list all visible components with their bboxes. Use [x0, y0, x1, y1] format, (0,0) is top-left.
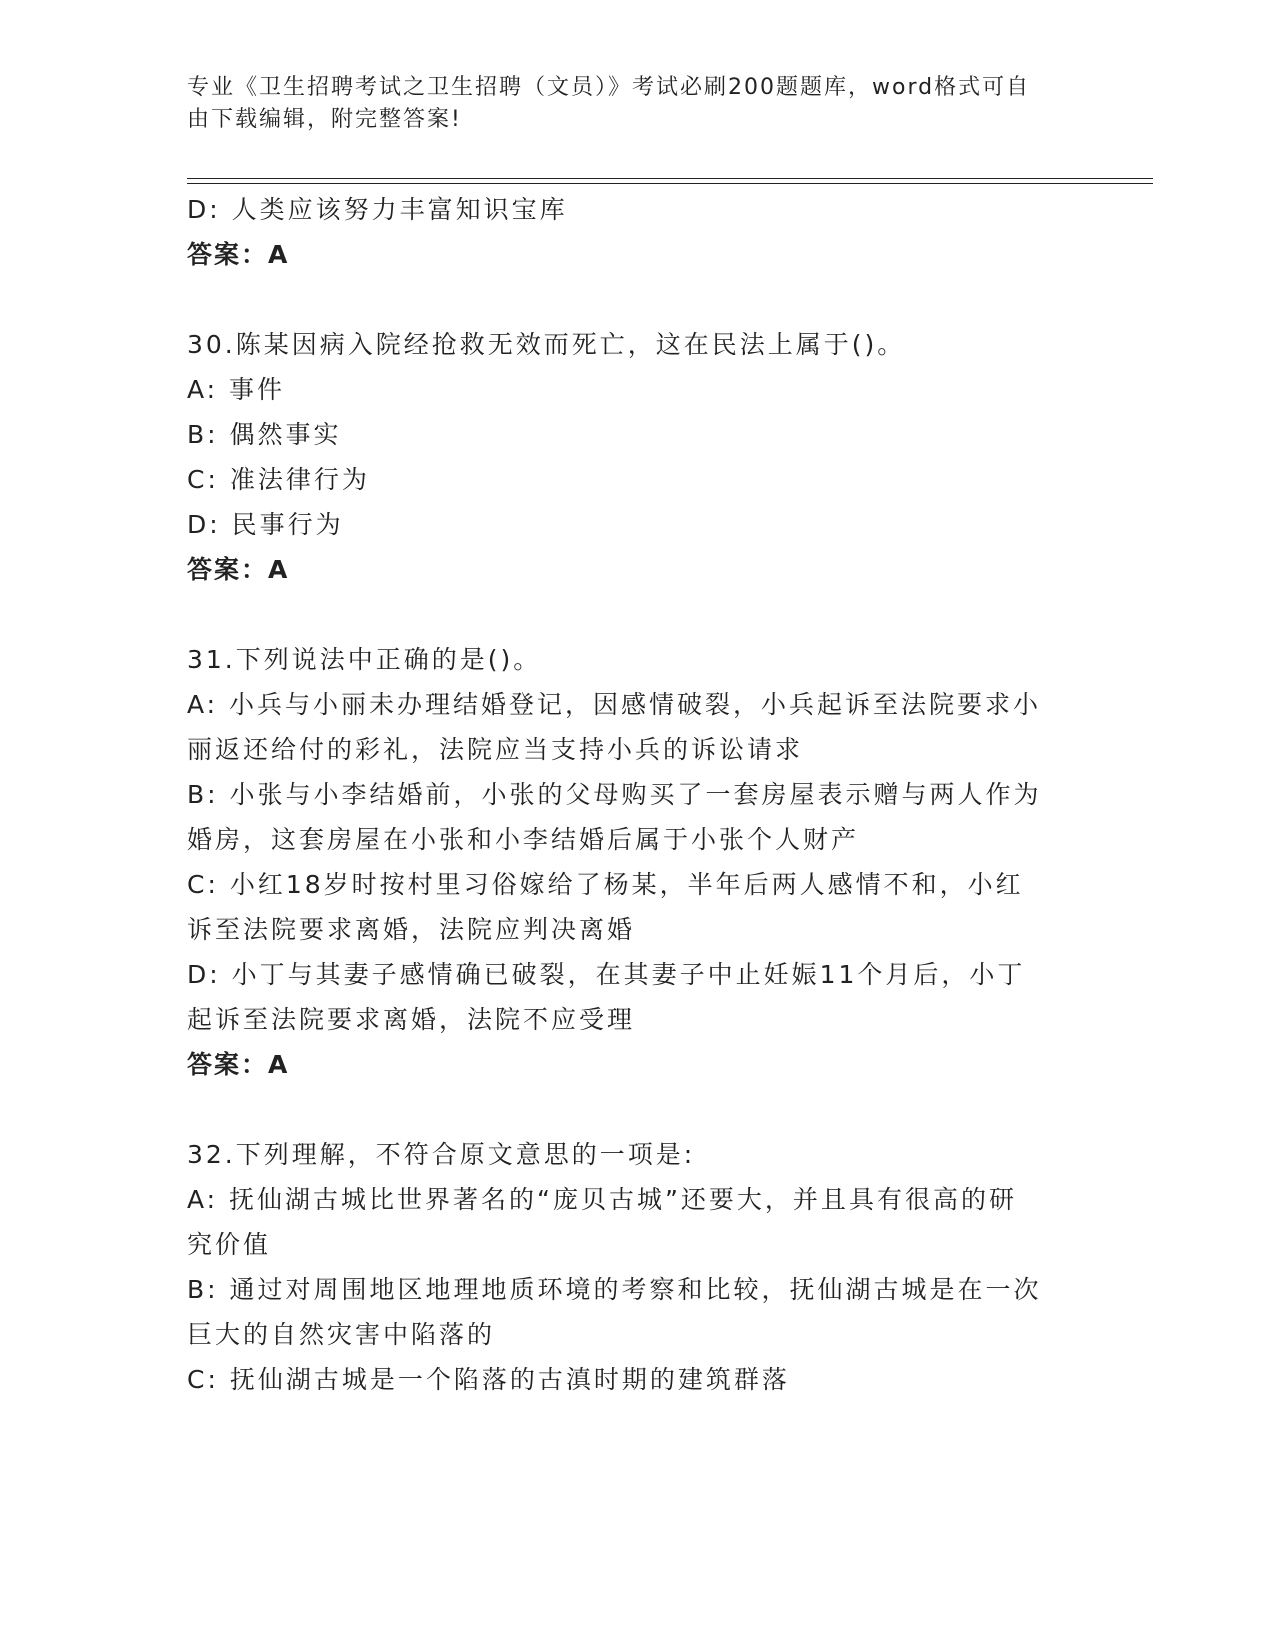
question-stem: 32.下列理解，不符合原文意思的一项是: [187, 1140, 696, 1169]
option-d: D: 民事行为 [187, 510, 344, 539]
header-line-2: 由下载编辑，附完整答案! [187, 107, 462, 132]
option-a: A: 事件 [187, 375, 286, 404]
header-divider-top [187, 178, 1153, 179]
option-a-line-2: 究价值 [187, 1230, 272, 1259]
header-line-1: 专业《卫生招聘考试之卫生招聘（文员）》考试必刷200题题库，word格式可自 [187, 75, 1031, 100]
option-d: D: 人类应该努力丰富知识宝库 [187, 195, 568, 224]
option-c: C: 准法律行为 [187, 465, 370, 494]
option-c: C: 抚仙湖古城是一个陷落的古滇时期的建筑群落 [187, 1365, 790, 1394]
question-list [187, 187, 1087, 1402]
question-stem: 30.陈某因病入院经抢救无效而死亡，这在民法上属于()。 [187, 330, 906, 359]
question-31 [187, 637, 1087, 1087]
option-a-line-1: A: 抚仙湖古城比世界著名的“庞贝古城”还要大，并且具有很高的研 [187, 1185, 1017, 1214]
option-a-line-2: 丽返还给付的彩礼，法院应当支持小兵的诉讼请求 [187, 735, 804, 764]
option-b: B: 偶然事实 [187, 420, 342, 449]
answer-label: 答案：A [187, 240, 290, 269]
option-a-line-1: A: 小兵与小丽未办理结婚登记，因感情破裂，小兵起诉至法院要求小 [187, 690, 1042, 719]
question-30 [187, 322, 1087, 592]
option-c-line-2: 诉至法院要求离婚，法院应判决离婚 [187, 915, 636, 944]
question-32 [187, 1132, 1087, 1402]
option-c-line-1: C: 小红18岁时按村里习俗嫁给了杨某，半年后两人感情不和，小红 [187, 870, 1024, 899]
document-header [187, 72, 1067, 136]
question-stem: 31.下列说法中正确的是()。 [187, 645, 542, 674]
option-b-line-1: B: 通过对周围地区地理地质环境的考察和比较，抚仙湖古城是在一次 [187, 1275, 1042, 1304]
option-b-line-1: B: 小张与小李结婚前，小张的父母购买了一套房屋表示赠与两人作为 [187, 780, 1042, 809]
option-d-line-2: 起诉至法院要求离婚，法院不应受理 [187, 1005, 636, 1034]
answer-label: 答案：A [187, 555, 290, 584]
question-29-tail [187, 187, 1087, 277]
option-b-line-2: 婚房，这套房屋在小张和小李结婚后属于小张个人财产 [187, 825, 860, 854]
header-divider-bottom [187, 183, 1153, 184]
option-d-line-1: D: 小丁与其妻子感情确已破裂，在其妻子中止妊娠11个月后，小丁 [187, 960, 1026, 989]
option-b-line-2: 巨大的自然灾害中陷落的 [187, 1320, 496, 1349]
answer-label: 答案：A [187, 1050, 290, 1079]
